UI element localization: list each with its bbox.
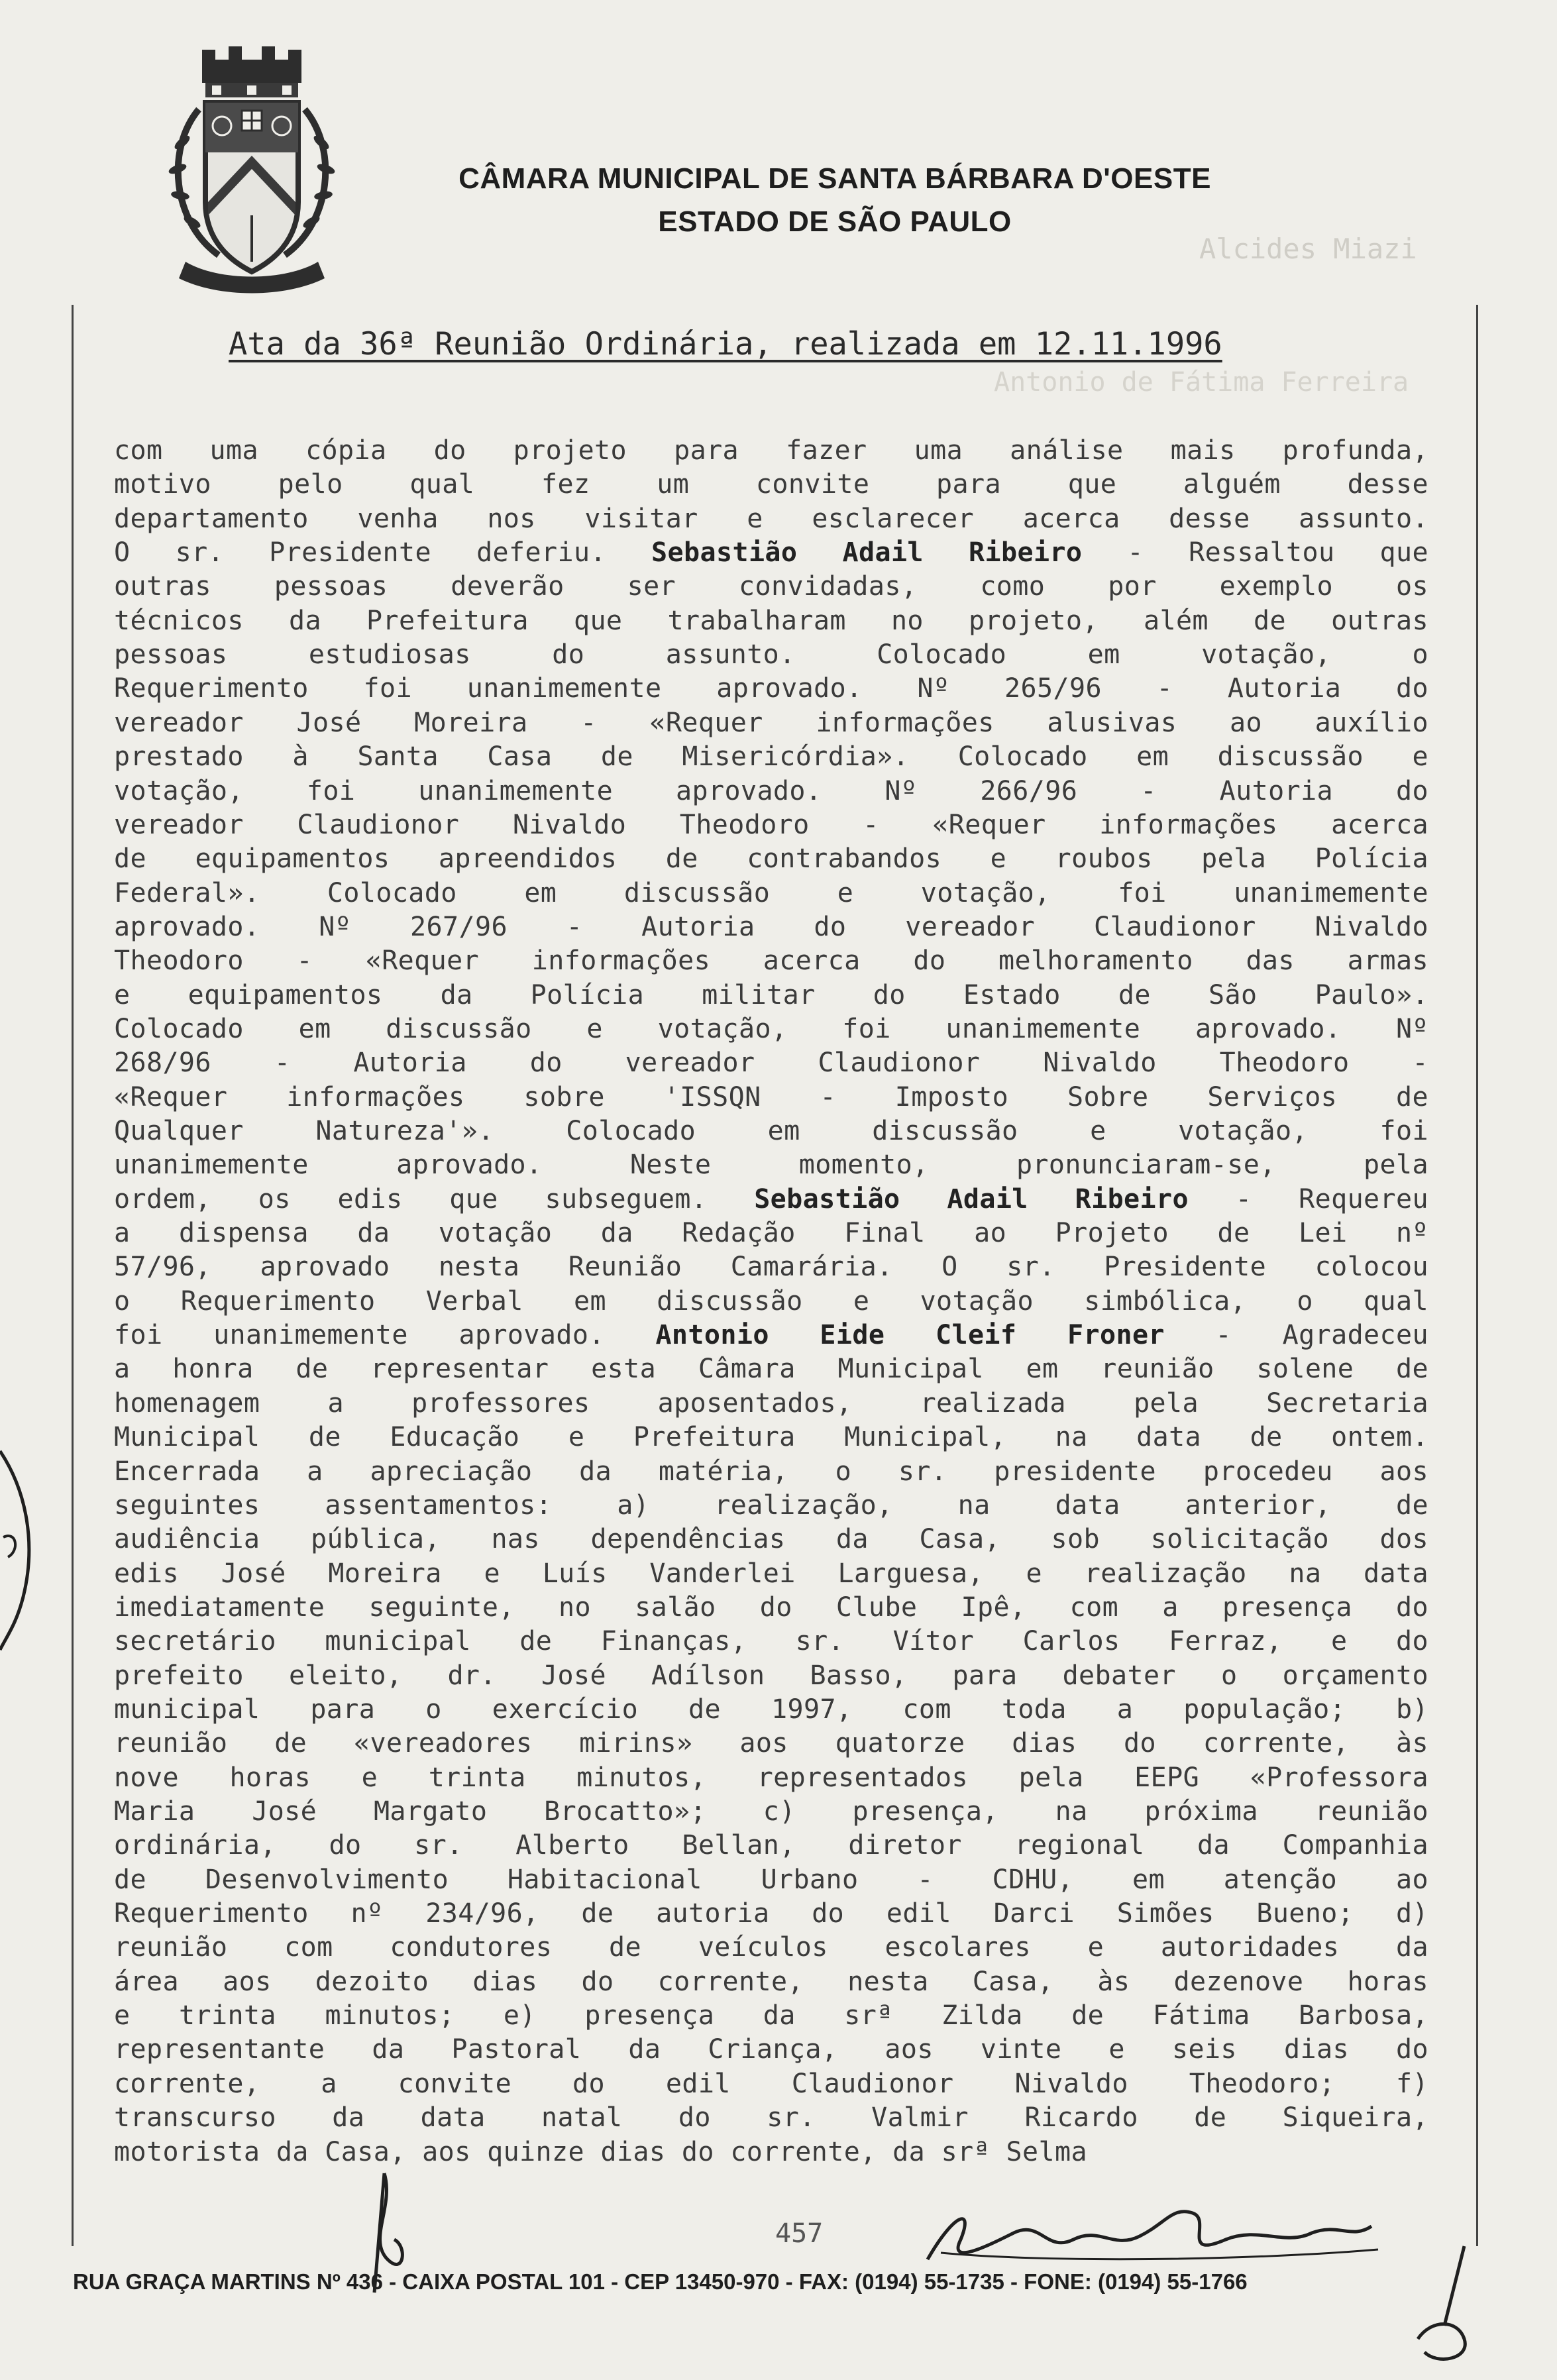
- body-line: o Requerimento Verbal em discussão e votação simbólica, o qual: [114, 1285, 1428, 1317]
- svg-text:Antonio de Fátima Ferreira: Antonio de Fátima Ferreira: [994, 367, 1409, 398]
- speaker-name: Antonio Eide Cleif Froner: [655, 1320, 1165, 1351]
- body-line: motorista da Casa, aos quinze dias do corrente, da srª Selma: [114, 2136, 1087, 2167]
- body-line: prefeito eleito, dr. José Adílson Basso, para debater o orçamento: [114, 1660, 1428, 1691]
- handwritten-initials-left: [348, 2167, 421, 2299]
- body-line: audiência pública, nas dependências da Casa, sob solicitação dos: [114, 1524, 1428, 1555]
- speaker-name: Sebastião Adail Ribeiro: [651, 537, 1083, 568]
- body-line: motivo pelo qual fez um convite para que alguém desse: [114, 469, 1428, 500]
- coat-of-arms-icon: [152, 36, 351, 301]
- footer-address: RUA GRAÇA MARTINS Nº 436 - CAIXA POSTAL 101 - CEP 13450-970 - FAX: (0194) 55-1735 - FONE: (0194) 55-1766: [73, 2269, 1248, 2294]
- body-line: e trinta minutos; e) presença da srª Zilda de Fátima Barbosa,: [114, 2000, 1428, 2031]
- body-line: Colocado em discussão e votação, foi unanimemente aprovado. Nº: [114, 1013, 1428, 1044]
- body-segment: - Agradeceu: [1164, 1320, 1428, 1351]
- body-line: votação, foi unanimemente aprovado. Nº 266/96 - Autoria do: [114, 775, 1428, 806]
- body-segment: O sr. Presidente deferiu.: [114, 537, 652, 568]
- left-margin-rule: [72, 305, 74, 2246]
- body-segment: foi unanimemente aprovado.: [114, 1320, 656, 1351]
- body-line: seguintes assentamentos: a) realização, na data anterior, de: [114, 1489, 1428, 1521]
- body-line: de Desenvolvimento Habitacional Urbano - CDHU, em atenção ao: [114, 1864, 1428, 1895]
- body-line: unanimemente aprovado. Neste momento, pronunciaram-se, pela: [114, 1150, 1428, 1181]
- body-line: Municipal de Educação e Prefeitura Municipal, na data de ontem.: [114, 1422, 1428, 1453]
- body-line: área aos dezoito dias do corrente, nesta Casa, às dezenove horas: [114, 1966, 1428, 1997]
- body-segment: - Ressaltou que: [1082, 537, 1428, 568]
- right-margin-rule: [1476, 305, 1478, 2246]
- body-line: pessoas estudiosas do assunto. Colocado em votação, o: [114, 639, 1428, 671]
- body-line: secretário municipal de Finanças, sr. Vítor Carlos Ferraz, e do: [114, 1626, 1428, 1657]
- body-segment: ordem, os edis que subseguem.: [114, 1183, 755, 1215]
- header-state-name: ESTADO DE SÃO PAULO: [658, 205, 1012, 238]
- body-line: 57/96, aprovado nesta Reunião Camarária. O sr. Presidente colocou: [114, 1252, 1428, 1283]
- body-line: edis José Moreira e Luís Vanderlei Larguesa, e realização na data: [114, 1558, 1428, 1589]
- body-line: imediatamente seguinte, no salão do Clube Ipê, com a presença do: [114, 1592, 1428, 1623]
- body-line: «Requer informações sobre 'ISSQN - Imposto Sobre Serviços de: [114, 1081, 1428, 1112]
- body-line: ordinária, do sr. Alberto Bellan, diretor regional da Companhia: [114, 1830, 1428, 1861]
- body-line: transcurso da data natal do sr. Valmir Ricardo de Siqueira,: [114, 2102, 1428, 2134]
- speaker-name: Sebastião Adail Ribeiro: [754, 1183, 1189, 1215]
- body-line: técnicos da Prefeitura que trabalharam no projeto, além de outras: [114, 605, 1428, 636]
- body-line: vereador Claudionor Nivaldo Theodoro - «Requer informações acerca: [114, 809, 1428, 840]
- body-line: a honra de representar esta Câmara Municipal em reunião solene de: [114, 1354, 1428, 1385]
- handwritten-signature-secretary: [914, 2187, 1391, 2279]
- body-line: com uma cópia do projeto para fazer uma análise mais profunda,: [114, 435, 1428, 466]
- body-line: Requerimento foi unanimemente aprovado. Nº 265/96 - Autoria do: [114, 673, 1428, 704]
- svg-text:Alcides Miazi: Alcides Miazi: [1199, 233, 1417, 265]
- body-line: 268/96 - Autoria do vereador Claudionor Nivaldo Theodoro -: [114, 1048, 1428, 1079]
- handwritten-initials-right: [1405, 2240, 1484, 2372]
- page-number: 457: [775, 2218, 824, 2249]
- body-line: corrente, a convite do edil Claudionor Nivaldo Theodoro; f): [114, 2068, 1428, 2099]
- body-line: a dispensa da votação da Redação Final ao Projeto de Lei nº: [114, 1218, 1428, 1249]
- body-line: departamento venha nos visitar e esclarecer acerca desse assunto.: [114, 503, 1428, 534]
- body-line: nove horas e trinta minutos, representados pela EEPG «Professora: [114, 1762, 1428, 1793]
- body-line: reunião de «vereadores mirins» aos quatorze dias do corrente, às: [114, 1728, 1428, 1759]
- body-line: [114, 1319, 1428, 1352]
- body-line: prestado à Santa Casa de Misericórdia». Colocado em discussão e: [114, 741, 1428, 773]
- body-line: [114, 1183, 1428, 1216]
- body-line: representante da Pastoral da Criança, aos vinte e seis dias do: [114, 2034, 1428, 2065]
- body-line: Encerrada a apreciação da matéria, o sr. presidente procedeu aos: [114, 1456, 1428, 1487]
- body-line: Theodoro - «Requer informações acerca do melhoramento das armas: [114, 946, 1428, 977]
- body-line: [114, 536, 1428, 569]
- body-line: e equipamentos da Polícia militar do Estado de São Paulo».: [114, 979, 1428, 1010]
- body-line: outras pessoas deverão ser convidadas, como por exemplo os: [114, 571, 1428, 602]
- header-chamber-name: CÂMARA MUNICIPAL DE SANTA BÁRBARA D'OESTE: [458, 162, 1211, 195]
- body-line: homenagem a professores aposentados, realizada pela Secretaria: [114, 1387, 1428, 1419]
- margin-signature-left: [0, 1438, 46, 1656]
- body-line: municipal para o exercício de 1997, com toda a população; b): [114, 1694, 1428, 1725]
- body-line: Qualquer Natureza'». Colocado em discussão e votação, foi: [114, 1116, 1428, 1146]
- body-line: de equipamentos apreendidos de contrabandos e roubos pela Polícia: [114, 843, 1428, 875]
- body-line: reunião com condutores de veículos escolares e autoridades da: [114, 1932, 1428, 1963]
- minutes-title: Ata da 36ª Reunião Ordinária, realizada em 12.11.1996: [229, 326, 1222, 362]
- body-line: vereador José Moreira - «Requer informações alusivas ao auxílio: [114, 707, 1428, 738]
- body-line: Maria José Margato Brocatto»; c) presença, na próxima reunião: [114, 1796, 1428, 1827]
- body-line: Requerimento nº 234/96, de autoria do edil Darci Simões Bueno; d): [114, 1898, 1428, 1929]
- body-segment: - Requereu: [1188, 1183, 1428, 1215]
- body-line: aprovado. Nº 267/96 - Autoria do vereador Claudionor Nivaldo: [114, 911, 1428, 942]
- body-line: Federal». Colocado em discussão e votação, foi unanimemente: [114, 877, 1428, 908]
